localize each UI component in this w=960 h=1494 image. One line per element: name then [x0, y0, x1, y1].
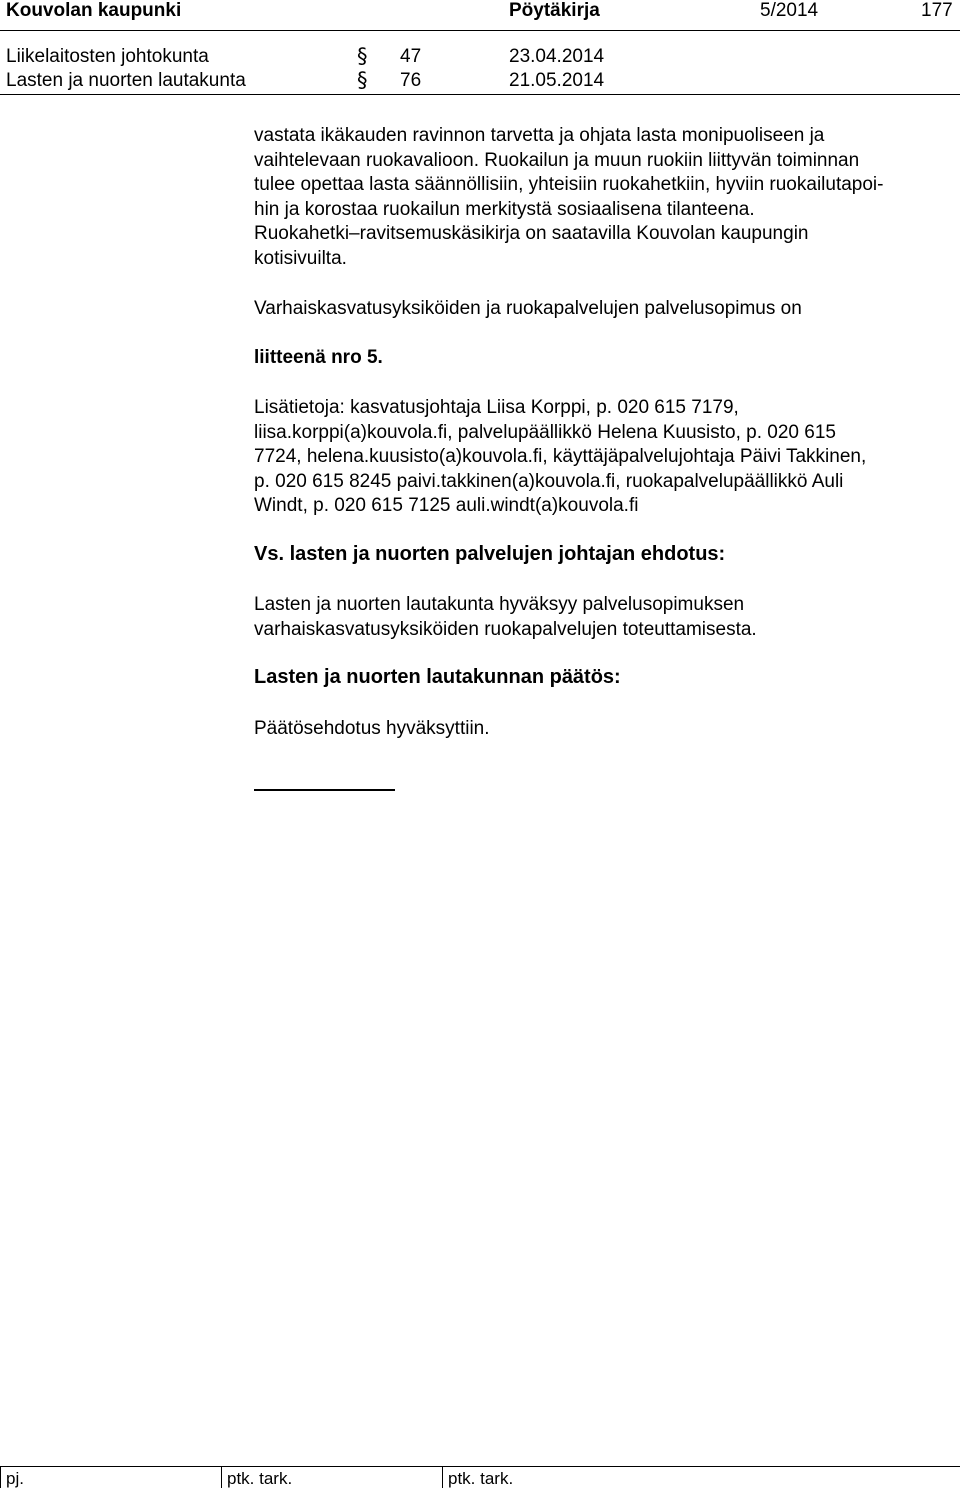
chair-initials-label: pj. [6, 1469, 24, 1488]
header-divider [0, 30, 960, 31]
decision-heading: Lasten ja nuorten lautakunnan päätös: [254, 666, 621, 688]
document-type: Pöytäkirja [509, 0, 600, 21]
section-number-1: 47 [400, 46, 422, 67]
page-number: 177 [921, 0, 953, 21]
text-line: p. 020 615 8245 paivi.takkinen(a)kouvola.fi, ruokapalvelupäällikkö Auli [254, 470, 844, 492]
text-line: Ruokahetki–ravitsemuskäsikirja on saatavilla Kouvolan kaupungin [254, 223, 809, 244]
meeting-date-1: 23.04.2014 [509, 46, 605, 67]
text-line: Lasten ja nuorten lautakunta hyväksyy palvelusopimuksen [254, 594, 745, 615]
paragraph-proposal [254, 593, 757, 642]
section-number-2: 76 [400, 70, 422, 91]
decision-text [254, 717, 490, 742]
text-line: liisa.korppi(a)kouvola.fi, palvelupäällikkö Helena Kuusisto, p. 020 615 [254, 421, 836, 443]
checker-2-label: ptk. tark. [448, 1469, 514, 1488]
attachment-reference [254, 346, 383, 371]
text-line: liitteenä nro 5. [254, 347, 383, 368]
section-symbol-2: § [357, 68, 368, 92]
checker-1-label: ptk. tark. [227, 1469, 293, 1488]
text-line: Windt, p. 020 615 7125 auli.windt(a)kouvola.fi [254, 495, 639, 516]
bodies-divider [0, 94, 960, 95]
issue-number: 5/2014 [760, 0, 819, 21]
text-line: Päätösehdotus hyväksyttiin. [254, 718, 490, 739]
paragraph-contacts [254, 396, 866, 519]
text-line: 7724, helena.kuusisto(a)kouvola.fi, käyttäjäpalvelujohtaja Päivi Takkinen, [254, 446, 867, 467]
paragraph-agreement [254, 297, 802, 322]
text-line: Varhaiskasvatusyksiköiden ja ruokapalvelujen palvelusopimus on [254, 298, 802, 319]
paragraph-nutrition [254, 124, 883, 271]
municipality-name: Kouvolan kaupunki [6, 0, 182, 21]
footer-divider [0, 1466, 960, 1467]
text-line: varhaiskasvatusyksiköiden ruokapalvelujen toteuttamisesta. [254, 618, 757, 640]
text-line: vaihtelevaan ruokavalioon. Ruokailun ja muun ruokiin liittyvän toiminnan [254, 149, 860, 171]
footer-tick [221, 1466, 222, 1488]
text-line: kotisivuilta. [254, 247, 347, 269]
meeting-date-2: 21.05.2014 [509, 70, 605, 91]
text-line: tulee opettaa lasta säännöllisiin, yhteisiin ruokahetkiin, hyviin ruokailutapoi- [254, 174, 884, 195]
proposal-heading: Vs. lasten ja nuorten palvelujen johtajan ehdotus: [254, 543, 726, 565]
signature-line [254, 789, 395, 791]
text-line: vastata ikäkauden ravinnon tarvetta ja ohjata lasta monipuoliseen ja [254, 125, 825, 146]
text-line: Lisätietoja: kasvatusjohtaja Liisa Korppi, p. 020 615 7179, [254, 397, 739, 418]
section-symbol-1: § [357, 44, 368, 68]
footer-tick [0, 1466, 1, 1488]
footer-tick [442, 1466, 443, 1488]
body-name-2: Lasten ja nuorten lautakunta [6, 70, 246, 91]
text-line: hin ja korostaa ruokailun merkitystä sosiaalisena tilanteena. [254, 198, 755, 220]
body-name-1: Liikelaitosten johtokunta [6, 46, 209, 67]
